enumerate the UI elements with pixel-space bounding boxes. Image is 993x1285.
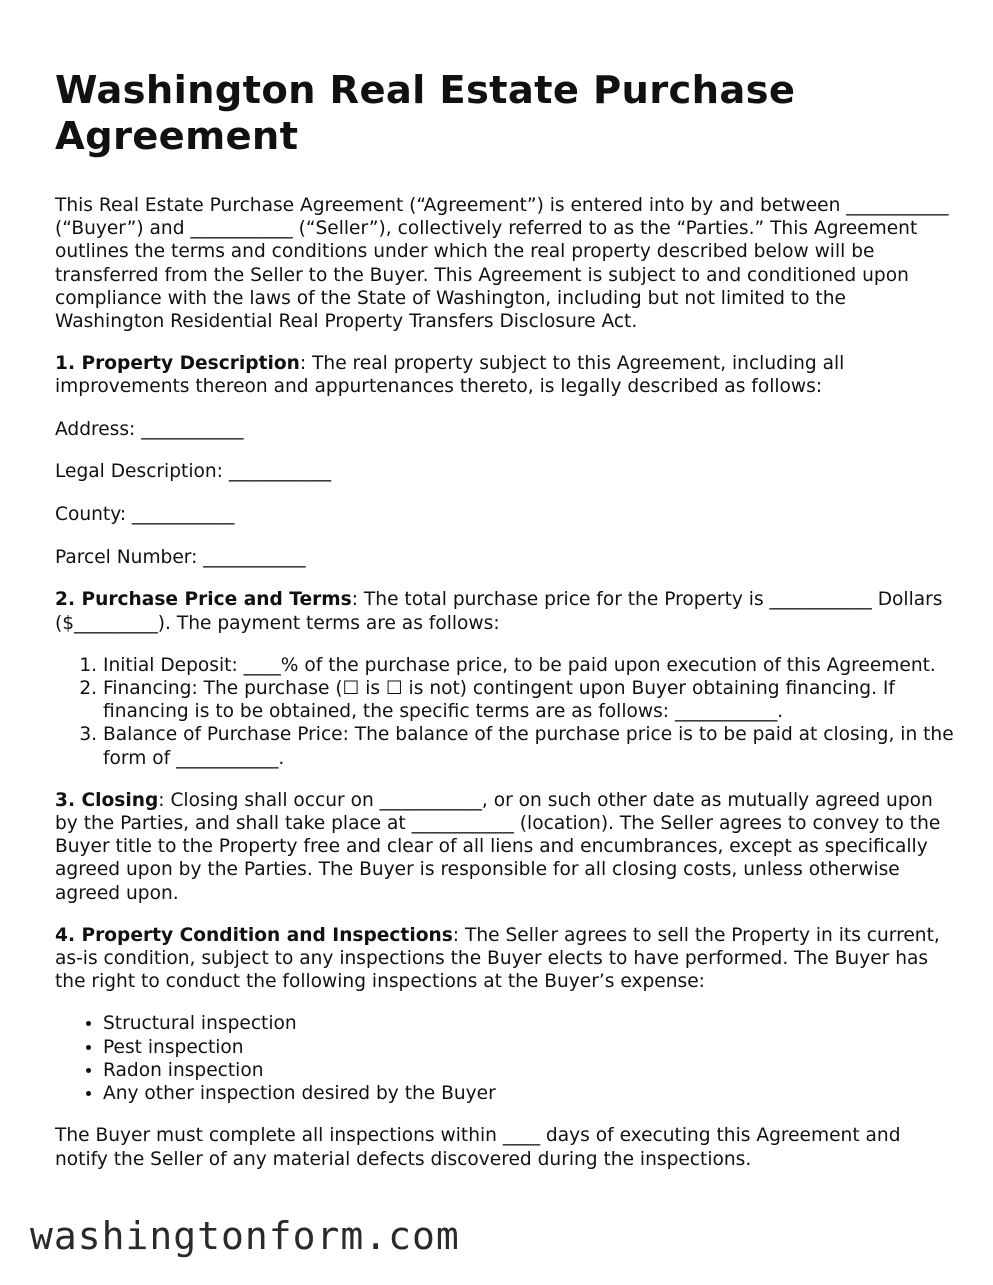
section-4-heading: 4. Property Condition and Inspections <box>55 924 453 946</box>
document-title: Washington Real Estate Purchase Agreement <box>55 68 796 159</box>
section-1-paragraph <box>55 352 955 398</box>
section-3-paragraph <box>55 789 955 905</box>
list-item: • Structural inspection <box>103 1012 955 1035</box>
list-item: 3. Balance of Purchase Price: The balance of the purchase price is to be paid at closing, in the form of ___________. <box>103 723 955 769</box>
section-2-paragraph <box>55 588 955 634</box>
section-4-paragraph <box>55 924 955 994</box>
section-1-text: : The real property subject to this Agreement, including all improvements thereon and appurtenances thereto, is legally described as follows: <box>55 353 845 398</box>
inspections-deadline-paragraph: The Buyer must complete all inspections within ____ days of executing this Agreement and notify the Seller of any material defects discovered during the inspections. <box>55 1125 901 1170</box>
county-field: County: ___________ <box>55 504 235 526</box>
list-item: • Radon inspection <box>103 1059 955 1082</box>
section-1-heading: 1. Property Description <box>55 353 300 375</box>
section-2-heading: 2. Purchase Price and Terms <box>55 589 352 611</box>
legal-description-field: Legal Description: ___________ <box>55 461 332 483</box>
document-page <box>55 68 955 1190</box>
parcel-number-field: Parcel Number: ___________ <box>55 546 306 568</box>
inspections-list <box>55 1012 955 1105</box>
address-field: Address: ___________ <box>55 418 244 440</box>
section-3-heading: 3. Closing <box>55 789 159 811</box>
intro-paragraph: This Real Estate Purchase Agreement (“Agreement”) is entered into by and between ___________ (“Buyer”) and ___________ (“Seller”), collectively referred to as the “Parties.” This Agreement outlines the terms and conditions under which the real property described below will be transferred from the Seller to the Buyer. This Agreement is subject to and conditioned upon compliance with the laws of the State of Washington, including but not limited to the Washington Residential Real Property Transfers Disclosure Act. <box>55 195 949 333</box>
list-item: • Any other inspection desired by the Buyer <box>103 1082 955 1105</box>
section-3-text: : Closing shall occur on ___________, or on such other date as mutually agreed upon by the Parties, and shall take place at ___________ (location). The Seller agrees to convey to the Buyer title to the Property free and clear of all liens and encumbrances, except as specifically agreed upon by the Parties. The Buyer is responsible for all closing costs, unless otherwise agreed upon. <box>55 789 941 904</box>
section-2-text: : The total purchase price for the Property is ___________ Dollars ($_________). The payment terms are as follows: <box>55 589 943 634</box>
site-watermark: washingtonform.com <box>30 1214 460 1258</box>
payment-terms-list <box>55 654 955 770</box>
list-item: 2. Financing: The purchase (☐ is ☐ is not) contingent upon Buyer obtaining financing. If financing is to be obtained, the specific terms are as follows: ___________. <box>103 677 955 723</box>
list-item: • Pest inspection <box>103 1036 955 1059</box>
list-item: 1. Initial Deposit: ____% of the purchase price, to be paid upon execution of this Agreement. <box>103 654 955 677</box>
section-4-text: : The Seller agrees to sell the Property in its current, as-is condition, subject to any inspections the Buyer elects to have performed. The Buyer has the right to conduct the following inspections at the Buyer’s expense: <box>55 924 940 993</box>
